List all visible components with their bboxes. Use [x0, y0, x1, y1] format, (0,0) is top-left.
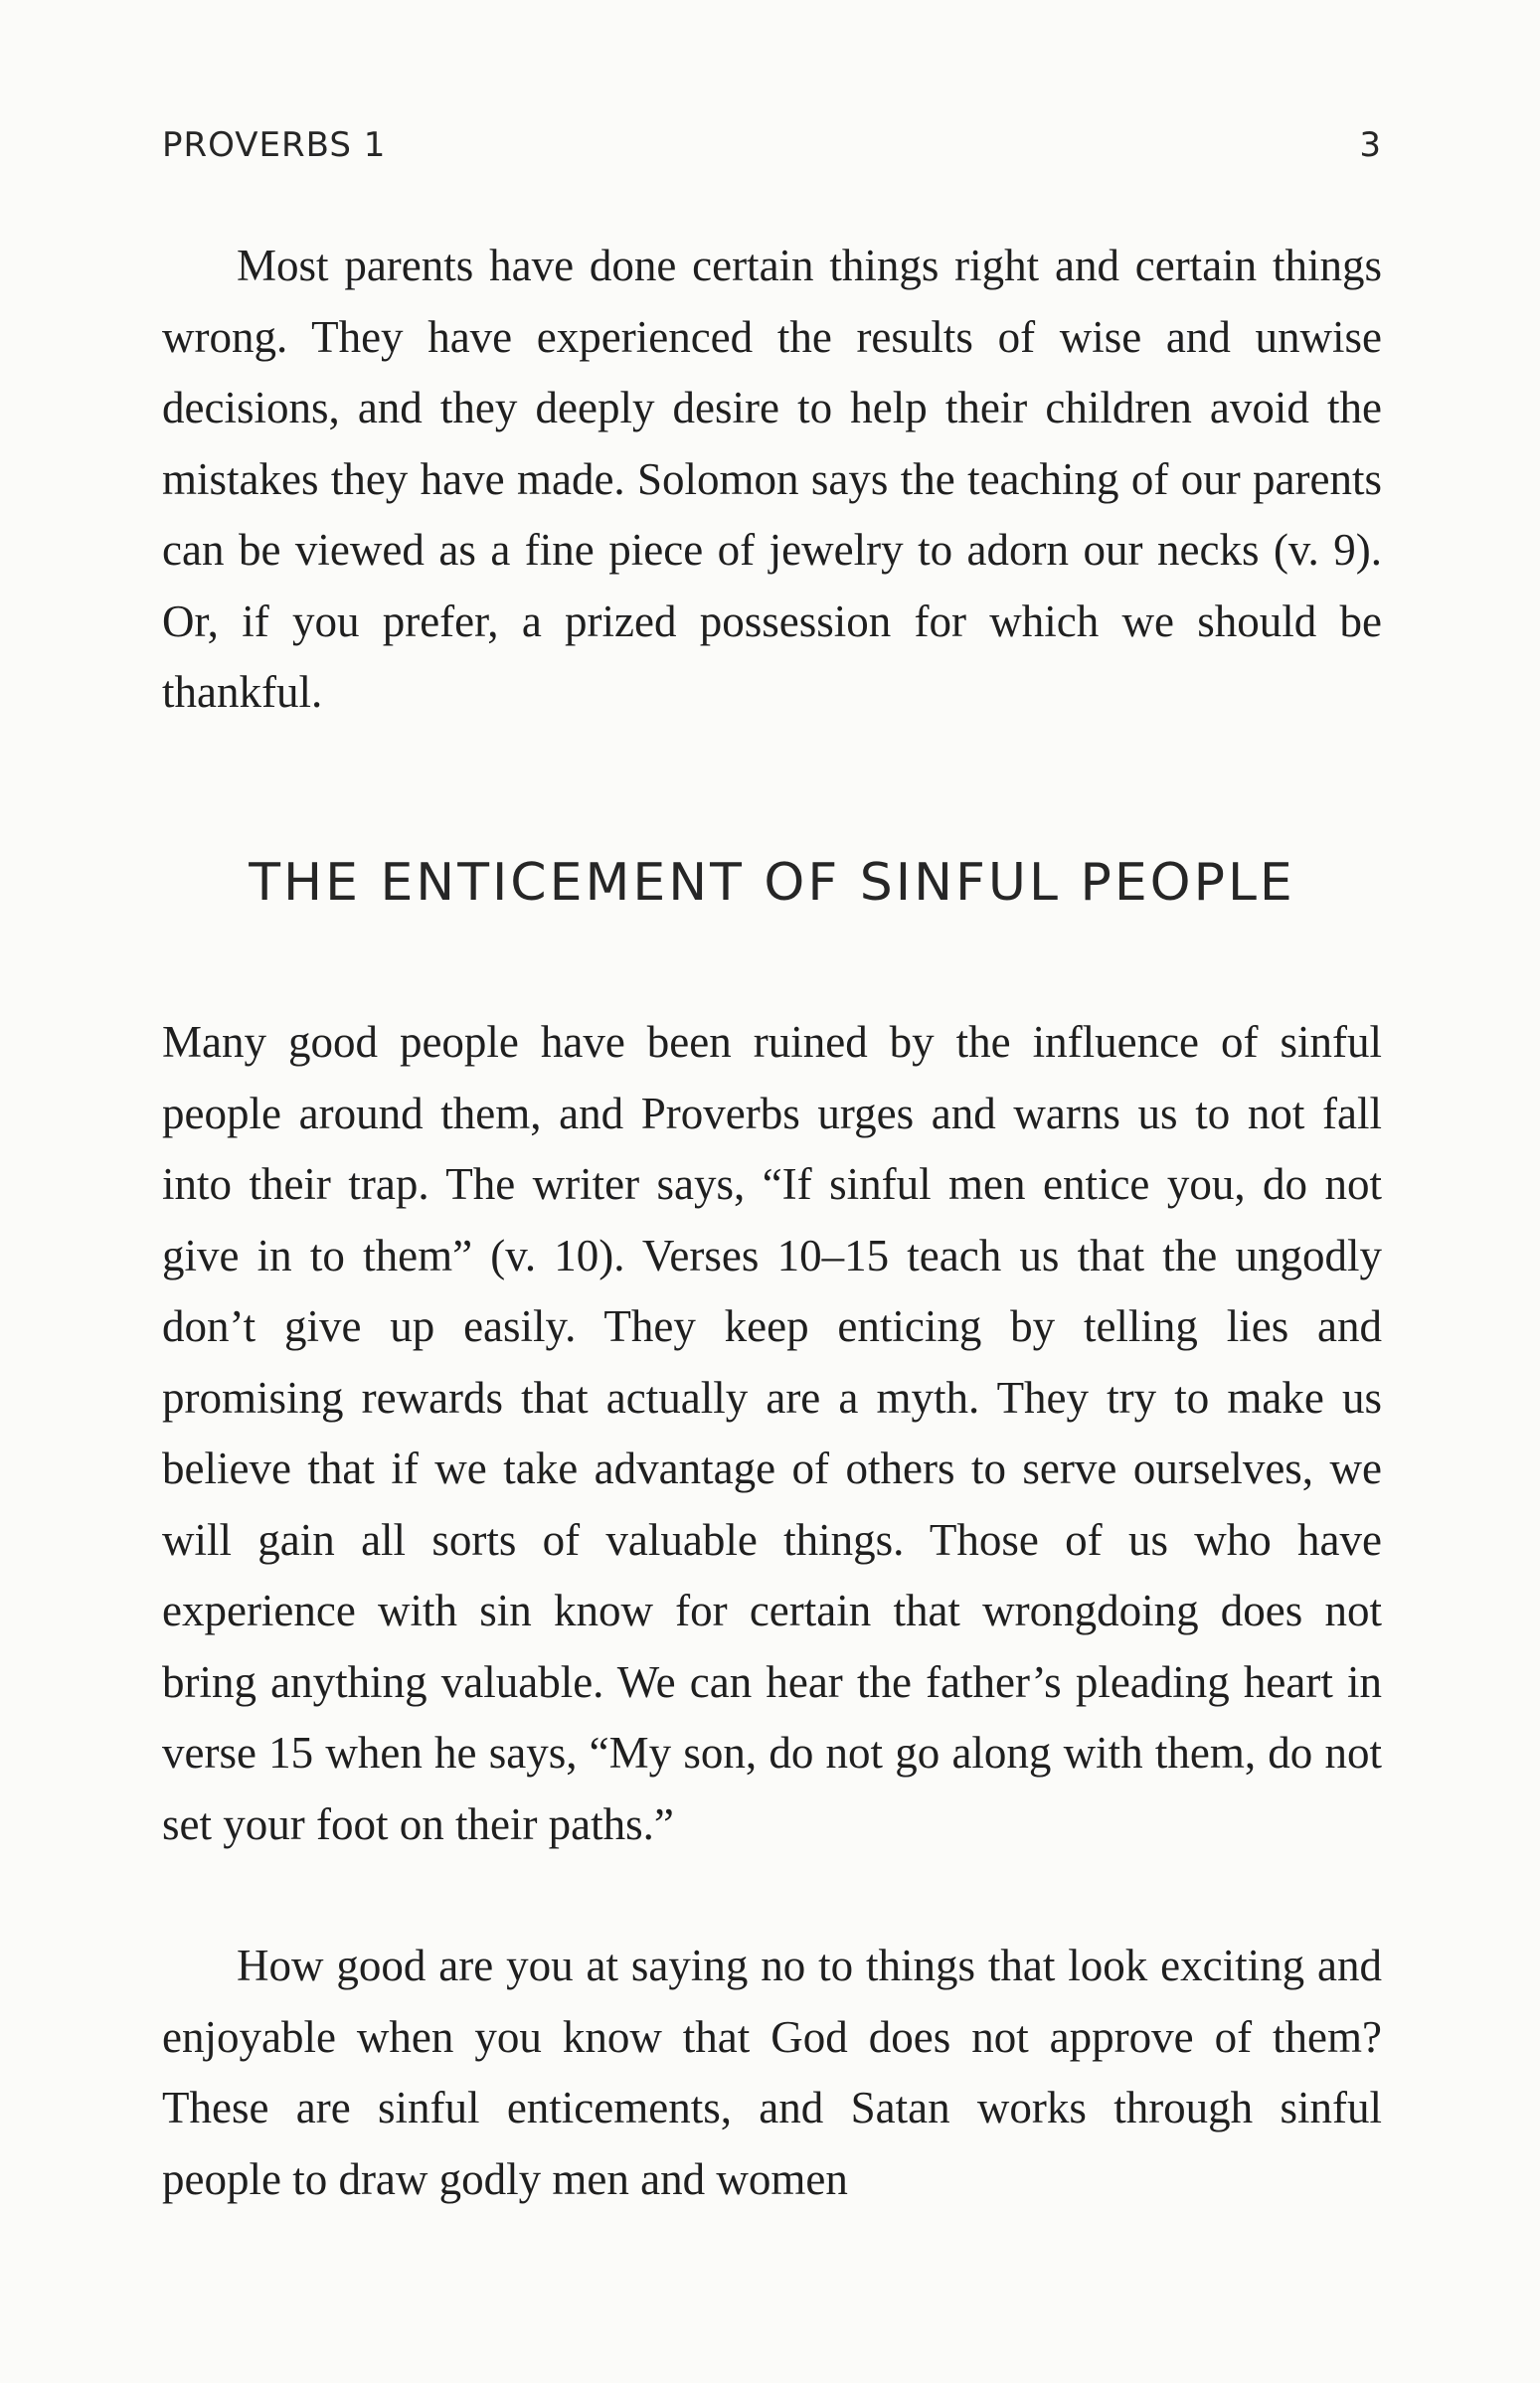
paragraph-parental-teaching: Most parents have done certain things right and certain things wrong. They have experienced the results of wise and unwise decisions, and they deeply desire to help their children avoid the mistakes they have made. Solomon says the teaching of our parents can be viewed as a fine piece of jewelry to adorn our necks (v. 9). Or, if you prefer, a prized possession for which we should be thankful. [162, 241, 1382, 717]
running-title: PROVERBS 1 [162, 125, 387, 165]
section-heading: THE ENTICEMENT OF SINFUL PEOPLE [249, 853, 1295, 913]
paragraph-saying-no: How good are you at saying no to things that look exciting and enjoyable when you know that God does not approve of them? These are sinful enticements, and Satan works through sinful people to draw godly men and women [162, 1941, 1382, 2204]
paragraph-sinful-enticement: Many good people have been ruined by the influence of sinful people around them, and Proverbs urges and warns us to not fall into their trap. The writer says, “If sinful men entice you, do not give in to them” (v. 10). Verses 10–15 teach us that the ungodly don’t give up easily. They keep enticing by telling lies and promising rewards that actually are a myth. They try to make us believe that if we take advantage of others to serve ourselves, we will gain all sorts of valuable things. Those of us who have experience with sin know for certain that wrongdoing does not bring anything valuable. We can hear the father’s pleading heart in verse 15 when he says, “My son, do not go along with them, do not set your foot on their paths.” [162, 1017, 1382, 1849]
running-head [162, 125, 1382, 177]
page-number: 3 [1359, 125, 1382, 165]
